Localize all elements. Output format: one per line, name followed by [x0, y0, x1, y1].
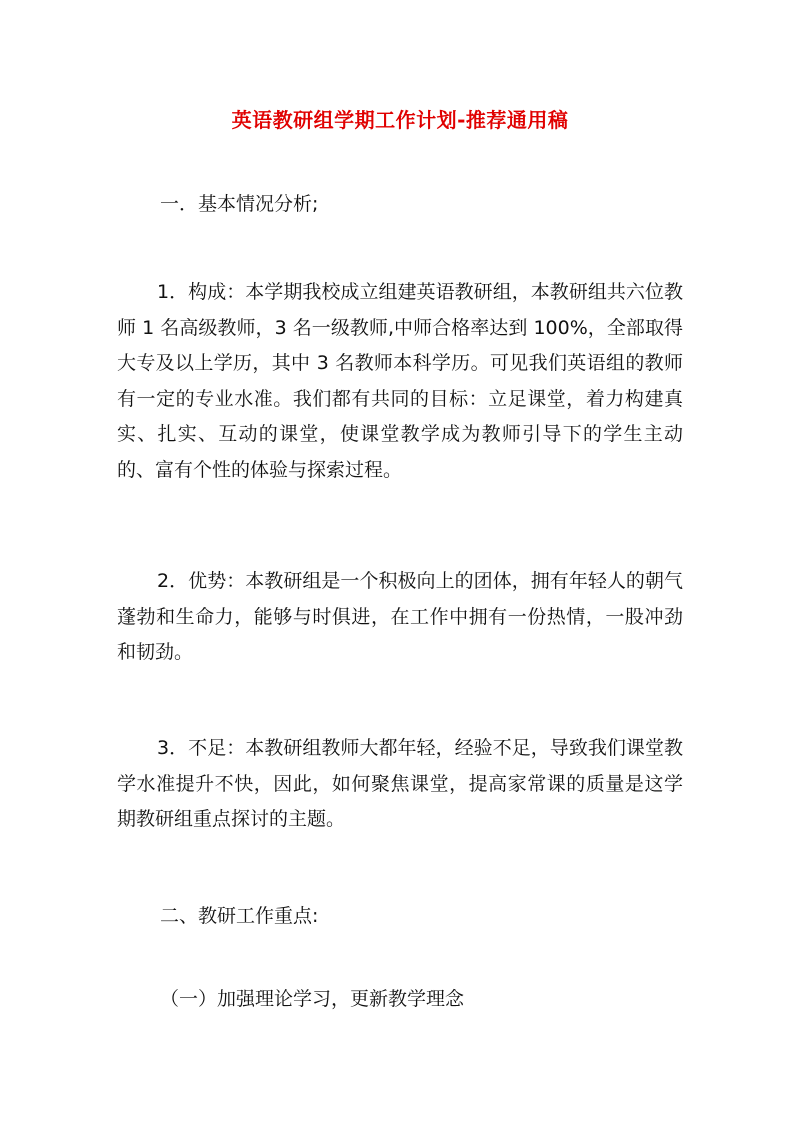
paragraph-advantages: 2．优势：本教研组是一个积极向上的团体，拥有年轻人的朝气蓬勃和生命力，能够与时俱进，在工作中拥有一份热情，一股冲劲和韧劲。 [117, 570, 683, 664]
section-heading-work-focus: 二、教研工作重点: [160, 905, 319, 927]
document-title: 英语教研组学期工作计划-推荐通用稿 [231, 108, 569, 132]
section-heading-basic-analysis: 一．基本情况分析; [160, 193, 319, 215]
paragraph-shortcomings: 3．不足：本教研组教师大都年轻，经验不足，导致我们课堂教学水准提升不快，因此，如何聚焦课堂，提高家常课的质量是这学期教研组重点探讨的主题。 [117, 737, 683, 831]
subsection-heading-theory-study: （一）加强理论学习，更新教学理念 [160, 988, 465, 1010]
paragraph-composition: 1．构成：本学期我校成立组建英语教研组，本教研组共六位教师 1 名高级教师，3 名一级教师,中师合格率达到 100%，全部取得大专及以上学历，其中 3 名教师本科学历。可见我们英语组的教师有一定的专业水准。我们都有共同的目标：立足课堂，着力构建真实、扎实、互动的课堂，使课堂教学成为教师引导下的学生主动的、富有个性的体验与探索过程。 [117, 281, 683, 481]
